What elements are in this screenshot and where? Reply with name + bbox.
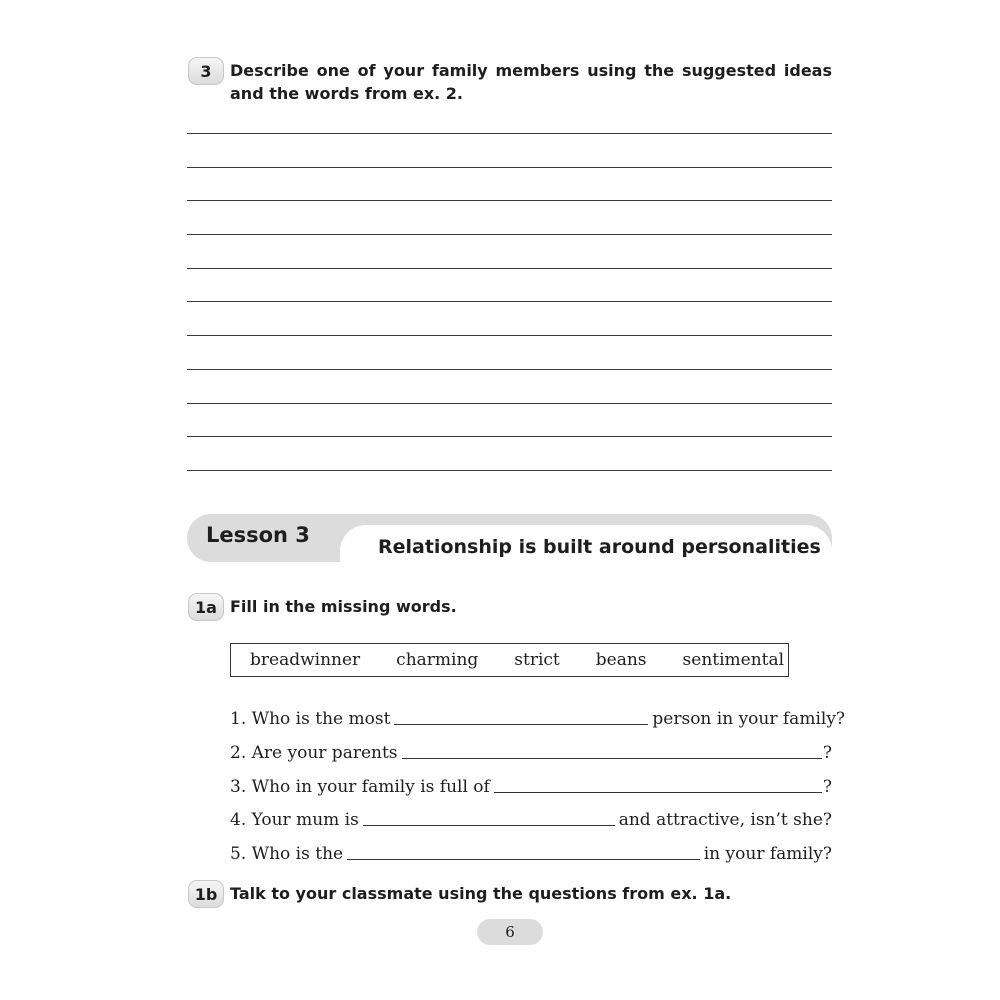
sentence-1 (230, 705, 846, 729)
sentence-4 (230, 806, 832, 830)
sentence-text-after: in your family? (703, 844, 832, 864)
word-bank (230, 643, 789, 677)
sentence-5 (230, 840, 832, 864)
word-bank-item: strict (514, 650, 560, 670)
writing-line[interactable] (187, 301, 832, 302)
sentence-text-before: 5. Who is the (230, 844, 344, 864)
sentence-text-after: and attractive, isn’t she? (618, 810, 832, 830)
answer-blank[interactable] (394, 723, 648, 725)
writing-line[interactable] (187, 436, 832, 437)
writing-line[interactable] (187, 268, 832, 269)
answer-blank[interactable] (347, 858, 700, 860)
sentence-text-after: ? (822, 743, 832, 763)
answer-blank[interactable] (363, 824, 615, 826)
sentence-2 (230, 739, 832, 763)
sentence-text-before: 3. Who in your family is full of (230, 777, 490, 797)
writing-line[interactable] (187, 335, 832, 336)
sentence-text-after: ? (822, 777, 832, 797)
exercise-3-instruction: Describe one of your family members using the suggested ideas and the words from ex. 2. (230, 61, 832, 103)
exercise-1b-badge: 1b (188, 880, 224, 908)
word-bank-item: sentimental (682, 650, 785, 670)
writing-line[interactable] (187, 234, 832, 235)
writing-line[interactable] (187, 403, 832, 404)
writing-line[interactable] (187, 369, 832, 370)
word-bank-item: beans (595, 650, 647, 670)
sentence-3 (230, 773, 832, 797)
writing-line[interactable] (187, 133, 832, 134)
word-bank-item: charming (396, 650, 479, 670)
exercise-1a-instruction: Fill in the missing words. (230, 597, 457, 616)
lesson-title: Relationship is built around personalities (378, 536, 821, 558)
word-bank-item: breadwinner (250, 650, 361, 670)
sentence-text-after: person in your family? (652, 709, 846, 729)
sentence-text-before: 4. Your mum is (230, 810, 359, 830)
answer-blank[interactable] (402, 757, 822, 759)
sentence-text-before: 1. Who is the most (230, 709, 391, 729)
lesson-label: Lesson 3 (206, 523, 310, 547)
exercise-1a-badge: 1a (188, 593, 224, 621)
page-number: 6 (477, 919, 543, 945)
writing-line[interactable] (187, 470, 832, 471)
writing-line[interactable] (187, 167, 832, 168)
writing-line[interactable] (187, 200, 832, 201)
exercise-1b-instruction: Talk to your classmate using the questions from ex. 1a. (230, 884, 732, 903)
writing-lines[interactable] (187, 133, 832, 504)
sentence-text-before: 2. Are your parents (230, 743, 398, 763)
answer-blank[interactable] (494, 791, 822, 793)
exercise-3-badge: 3 (188, 57, 224, 85)
